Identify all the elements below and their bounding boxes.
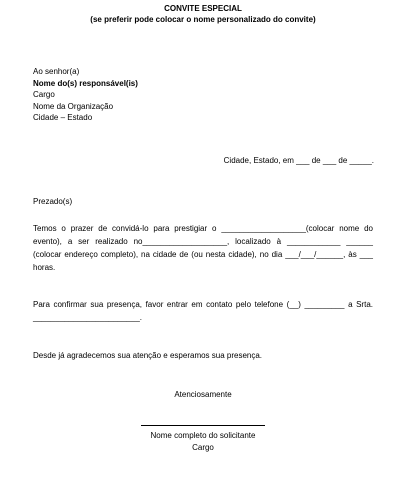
- signature-block: [33, 430, 373, 453]
- thanks-paragraph: Desde já agradecemos sua atenção e esperamos sua presença.: [33, 351, 263, 360]
- confirmation-paragraph: Para confirmar sua presença, favor entrar em contato pelo telefone (__) _________ a Srta. ________________________.: [33, 300, 373, 322]
- document-header: [33, 3, 373, 25]
- recipient-organization: Nome da Organização: [33, 101, 114, 111]
- recipient-role: Cargo: [33, 90, 55, 99]
- signature-line: [141, 425, 265, 426]
- signer-name: Nome completo do solicitante: [150, 431, 256, 440]
- recipient-city-state: Cidade – Estado: [33, 113, 93, 122]
- closing-line: Atenciosamente: [174, 390, 232, 399]
- greeting: Prezado(s): [33, 197, 73, 206]
- recipient-salutation-line: Ao senhor(a): [33, 67, 80, 76]
- signer-role: Cargo: [192, 442, 214, 452]
- document-title: CONVITE ESPECIAL: [164, 4, 242, 13]
- document-subtitle: (se preferir pode colocar o nome personalizado do convite): [90, 15, 316, 24]
- invitation-paragraph: Temos o prazer de convidá-lo para prestigiar o ___________________(colocar nome do evento), a ser realizado no___________________, localizado à ____________ ______ (colocar endereço completo), na cidade de (ou nesta cidade), no dia ___/___/______, às ___ horas.: [33, 224, 373, 272]
- document-page: [33, 0, 373, 500]
- recipient-name: Nome do(s) responsável(is): [33, 78, 138, 88]
- place-and-date: Cidade, Estado, em ___ de ___ de _____.: [223, 156, 374, 165]
- recipient-block: [33, 66, 138, 124]
